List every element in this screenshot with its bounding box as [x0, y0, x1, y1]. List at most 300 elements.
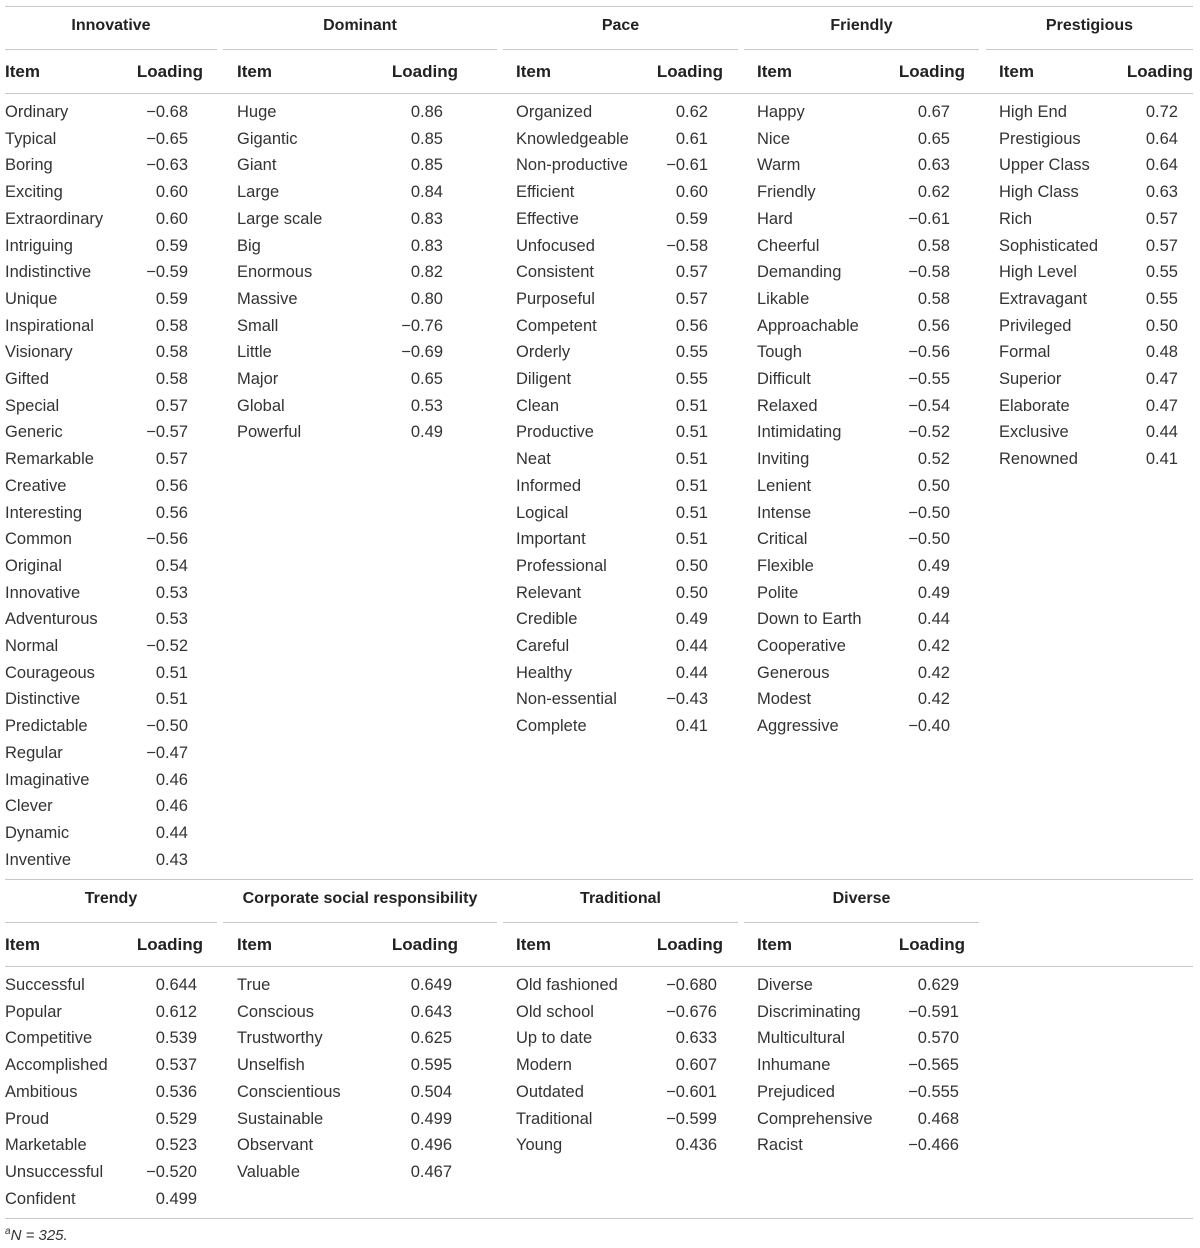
category-heading: Innovative: [71, 17, 151, 34]
item-cell: Knowledgeable: [516, 129, 629, 148]
loading-cell: 0.56: [155, 476, 188, 495]
item-cell: Visionary: [5, 343, 73, 362]
item-cell: Interesting: [5, 503, 83, 522]
loading-cell: 0.65: [917, 129, 950, 148]
loading-cell: 0.85: [410, 156, 443, 175]
item-cell: Inventive: [5, 850, 72, 869]
loading-cell: 0.51: [675, 530, 708, 549]
loading-cell: 0.41: [1145, 450, 1178, 469]
item-cell: Boring: [5, 156, 53, 175]
loading-cell: 0.44: [675, 637, 708, 655]
item-cell: Distinctive: [5, 690, 81, 709]
loading-cell: −0.680: [666, 976, 717, 994]
loading-cell: 0.49: [917, 583, 950, 602]
item-cell: Aggressive: [757, 717, 839, 736]
item-cell: Superior: [999, 370, 1062, 388]
item-cell: Large: [237, 183, 280, 202]
item-cell: Difficult: [757, 370, 811, 388]
loading-cell: 0.56: [155, 503, 188, 522]
loading-cell: 0.53: [155, 610, 188, 629]
item-cell: Formal: [999, 343, 1051, 362]
loading-cell: 0.42: [917, 690, 950, 709]
item-cell: Consistent: [516, 263, 594, 282]
item-cell: Generous: [757, 663, 830, 682]
loading-cell: 0.529: [155, 1109, 197, 1128]
item-cell: Purposeful: [516, 289, 595, 308]
item-cell: Unique: [5, 289, 58, 308]
category-heading: Diverse: [832, 890, 891, 907]
item-cell: Gifted: [5, 370, 50, 388]
item-cell: Tough: [757, 343, 802, 362]
item-cell: Sophisticated: [999, 236, 1099, 255]
loading-cell: 0.50: [917, 476, 950, 495]
loading-cell: 0.55: [675, 343, 708, 362]
item-cell: Neat: [516, 450, 551, 469]
item-cell: Upper Class: [999, 156, 1090, 175]
item-cell: Diligent: [516, 370, 572, 388]
category-underline: [744, 922, 979, 923]
item-cell: Logical: [516, 503, 569, 522]
section-top-rule: [5, 6, 1193, 7]
category-heading: Corporate social responsibility: [242, 890, 478, 907]
loading-cell: 0.468: [917, 1109, 959, 1128]
item-cell: Ordinary: [5, 103, 69, 121]
item-cell: Effective: [516, 209, 579, 228]
loading-cell: −0.56: [146, 530, 188, 549]
loading-cell: 0.537: [155, 1056, 197, 1075]
loading-cell: 0.51: [675, 476, 708, 495]
loading-cell: 0.504: [410, 1082, 452, 1101]
loading-cell: −0.555: [908, 1082, 959, 1101]
item-cell: Enormous: [237, 263, 313, 282]
loading-cell: 0.48: [1145, 343, 1178, 362]
item-cell: Special: [5, 396, 60, 415]
loading-cell: 0.63: [1145, 183, 1178, 202]
loading-cell: 0.51: [675, 450, 708, 469]
item-cell: Outdated: [516, 1082, 584, 1101]
item-cell: Non-productive: [516, 156, 628, 175]
loading-cell: 0.58: [917, 289, 950, 308]
item-cell: Innovative: [5, 583, 81, 602]
item-cell: Common: [5, 530, 72, 549]
item-cell: Clever: [5, 797, 53, 816]
loading-cell: 0.58: [155, 370, 188, 388]
item-column-header: Item: [516, 935, 551, 954]
loading-cell: −0.40: [908, 717, 950, 736]
loading-cell: 0.57: [155, 396, 188, 415]
loading-cell: 0.65: [410, 370, 443, 388]
item-cell: Ambitious: [5, 1082, 78, 1101]
loading-cell: −0.61: [908, 209, 950, 228]
item-cell: Friendly: [757, 183, 816, 202]
loading-column-header: Loading: [1126, 62, 1193, 81]
item-cell: Young: [516, 1136, 563, 1155]
item-cell: Conscious: [237, 1002, 315, 1021]
loading-column-header: Loading: [656, 935, 723, 954]
item-cell: Lenient: [757, 476, 812, 495]
loading-cell: 0.82: [410, 263, 443, 282]
item-cell: Normal: [5, 637, 59, 655]
item-column-header: Item: [5, 935, 40, 954]
item-cell: Exciting: [5, 183, 63, 202]
item-cell: Relevant: [516, 583, 582, 602]
footnote: [5, 1226, 68, 1244]
loading-cell: 0.63: [917, 156, 950, 175]
category-underline: [223, 922, 497, 923]
item-cell: Unselfish: [237, 1056, 305, 1075]
loading-cell: 0.62: [675, 103, 708, 121]
category-underline: [223, 49, 497, 50]
loading-cell: 0.59: [675, 209, 708, 228]
loading-cell: 0.44: [155, 823, 188, 842]
category-heading: Pace: [601, 17, 640, 34]
loading-cell: 0.86: [410, 103, 443, 121]
loading-column-header: Loading: [656, 62, 723, 81]
item-cell: Intimidating: [757, 423, 842, 442]
loading-cell: 0.50: [675, 583, 708, 602]
loading-cell: −0.601: [666, 1082, 717, 1101]
category-heading: Dominant: [323, 17, 397, 34]
loading-cell: 0.60: [155, 209, 188, 228]
loading-cell: 0.649: [410, 976, 452, 994]
loading-cell: 0.595: [410, 1056, 452, 1075]
loading-cell: 0.46: [155, 797, 188, 816]
loading-column-header: Loading: [391, 935, 458, 954]
item-cell: Original: [5, 556, 62, 575]
item-cell: Diverse: [757, 976, 813, 994]
loading-cell: 0.49: [917, 556, 950, 575]
loading-cell: 0.54: [155, 556, 188, 575]
loading-cell: 0.58: [155, 316, 188, 335]
item-cell: Intense: [757, 503, 812, 522]
loading-cell: −0.65: [146, 129, 188, 148]
loading-cell: 0.612: [155, 1002, 197, 1021]
item-cell: Renowned: [999, 450, 1078, 469]
loading-cell: −0.59: [146, 263, 188, 282]
item-cell: Remarkable: [5, 450, 94, 469]
loading-cell: 0.629: [917, 976, 959, 994]
item-cell: Inspirational: [5, 316, 94, 335]
item-cell: Down to Earth: [757, 610, 862, 629]
item-cell: Healthy: [516, 663, 572, 682]
loading-cell: 0.44: [1145, 423, 1178, 442]
loading-cell: −0.69: [401, 343, 443, 362]
item-cell: Adventurous: [5, 610, 98, 629]
item-cell: Approachable: [757, 316, 859, 335]
loading-cell: 0.60: [155, 183, 188, 202]
item-cell: Happy: [757, 103, 805, 121]
loading-cell: 0.80: [410, 289, 443, 308]
loading-cell: 0.64: [1145, 156, 1178, 175]
loading-cell: 0.59: [155, 289, 188, 308]
item-cell: Popular: [5, 1002, 62, 1021]
category-heading: Friendly: [830, 17, 893, 34]
loading-cell: 0.50: [675, 556, 708, 575]
item-column-header: Item: [237, 935, 272, 954]
loading-cell: −0.599: [666, 1109, 717, 1128]
item-cell: Massive: [237, 289, 298, 308]
loading-cell: 0.83: [410, 236, 443, 255]
category-heading: Trendy: [84, 890, 138, 907]
loading-cell: 0.58: [155, 343, 188, 362]
item-cell: Rich: [999, 209, 1033, 228]
loading-cell: −0.55: [908, 370, 950, 388]
item-cell: Traditional: [516, 1109, 593, 1128]
table-bottom-rule: [5, 1218, 1193, 1219]
loading-cell: 0.42: [917, 663, 950, 682]
loading-cell: 0.67: [917, 103, 950, 121]
loading-cell: 0.59: [155, 236, 188, 255]
item-cell: High End: [999, 103, 1067, 121]
item-cell: Extravagant: [999, 289, 1088, 308]
loading-cell: 0.57: [675, 289, 708, 308]
loading-cell: 0.51: [155, 663, 188, 682]
item-cell: Racist: [757, 1136, 803, 1155]
loading-cell: −0.47: [146, 743, 188, 762]
item-cell: Major: [237, 370, 279, 388]
item-cell: Regular: [5, 743, 63, 762]
loading-cell: 0.570: [917, 1029, 959, 1048]
loading-cell: 0.83: [410, 209, 443, 228]
loading-cell: 0.55: [1145, 289, 1178, 308]
item-cell: Flexible: [757, 556, 814, 575]
loading-cell: 0.41: [675, 717, 708, 736]
item-cell: Modern: [516, 1056, 572, 1075]
item-cell: Confident: [5, 1189, 76, 1208]
item-cell: Hard: [757, 209, 793, 228]
item-cell: Dynamic: [5, 823, 70, 842]
loading-cell: 0.643: [410, 1002, 452, 1021]
item-cell: Non-essential: [516, 690, 617, 709]
item-cell: Old fashioned: [516, 976, 618, 994]
loading-cell: 0.44: [675, 663, 708, 682]
item-cell: Huge: [237, 103, 277, 121]
item-cell: Giant: [237, 156, 277, 175]
item-cell: Demanding: [757, 263, 842, 282]
loading-cell: −0.52: [146, 637, 188, 655]
item-cell: Extraordinary: [5, 209, 104, 228]
loading-cell: −0.57: [146, 423, 188, 442]
item-cell: Trustworthy: [237, 1029, 323, 1048]
loading-cell: −0.63: [146, 156, 188, 175]
item-cell: Informed: [516, 476, 582, 495]
loading-cell: 0.499: [155, 1189, 197, 1208]
item-cell: Conscientious: [237, 1082, 341, 1101]
loading-cell: 0.55: [1145, 263, 1178, 282]
loading-column-header: Loading: [898, 935, 965, 954]
loading-cell: 0.633: [675, 1029, 717, 1048]
category-underline: [503, 49, 738, 50]
loading-cell: −0.466: [908, 1136, 959, 1155]
item-cell: Exclusive: [999, 423, 1069, 442]
loading-cell: −0.54: [908, 396, 950, 415]
loading-cell: 0.496: [410, 1136, 452, 1155]
item-cell: Prestigious: [999, 129, 1081, 148]
loading-cell: 0.57: [1145, 236, 1178, 255]
item-cell: High Level: [999, 263, 1077, 282]
item-cell: Up to date: [516, 1029, 593, 1048]
category-underline: [503, 922, 738, 923]
item-cell: Efficient: [516, 183, 575, 202]
item-column-header: Item: [999, 62, 1034, 81]
loading-column-header: Loading: [136, 935, 203, 954]
item-cell: Unfocused: [516, 236, 595, 255]
loading-cell: 0.42: [917, 637, 950, 655]
item-column-header: Item: [757, 62, 792, 81]
loading-cell: 0.57: [1145, 209, 1178, 228]
item-cell: Complete: [516, 717, 587, 736]
item-cell: Typical: [5, 129, 57, 148]
loading-cell: 0.56: [917, 316, 950, 335]
item-cell: Elaborate: [999, 396, 1070, 415]
item-cell: Relaxed: [757, 396, 818, 415]
loading-cell: 0.51: [155, 690, 188, 709]
header-bottom-rule: [5, 93, 1193, 94]
loading-cell: 0.53: [155, 583, 188, 602]
loading-cell: −0.676: [666, 1002, 717, 1021]
item-column-header: Item: [516, 62, 551, 81]
item-cell: Unsuccessful: [5, 1162, 104, 1181]
loading-cell: 0.55: [675, 370, 708, 388]
item-cell: Creative: [5, 476, 67, 495]
loading-cell: −0.591: [908, 1002, 959, 1021]
loading-cell: 0.61: [675, 129, 708, 148]
loading-cell: 0.539: [155, 1029, 197, 1048]
item-cell: Orderly: [516, 343, 571, 362]
item-cell: Inhumane: [757, 1056, 831, 1075]
item-cell: Polite: [757, 583, 799, 602]
loading-cell: 0.57: [675, 263, 708, 282]
loading-cell: −0.52: [908, 423, 950, 442]
loading-cell: 0.51: [675, 503, 708, 522]
loading-cell: −0.58: [666, 236, 708, 255]
item-cell: High Class: [999, 183, 1079, 202]
loading-cell: 0.47: [1145, 396, 1178, 415]
loading-cell: 0.499: [410, 1109, 452, 1128]
loading-column-header: Loading: [898, 62, 965, 81]
loading-cell: 0.607: [675, 1056, 717, 1075]
loading-cell: −0.68: [146, 103, 188, 121]
loading-cell: −0.61: [666, 156, 708, 175]
loading-cell: 0.64: [1145, 129, 1178, 148]
item-cell: Large scale: [237, 209, 323, 228]
item-cell: Likable: [757, 289, 810, 308]
item-cell: Inviting: [757, 450, 810, 469]
item-cell: Gigantic: [237, 129, 298, 148]
item-cell: Careful: [516, 637, 570, 655]
loading-cell: 0.56: [675, 316, 708, 335]
loading-cell: −0.565: [908, 1056, 959, 1075]
item-cell: Discriminating: [757, 1002, 861, 1021]
loading-cell: 0.43: [155, 850, 188, 869]
item-column-header: Item: [237, 62, 272, 81]
loading-cell: −0.56: [908, 343, 950, 362]
item-column-header: Item: [757, 935, 792, 954]
item-cell: Little: [237, 343, 272, 362]
item-cell: Productive: [516, 423, 594, 442]
loading-cell: 0.84: [410, 183, 443, 202]
item-cell: Accomplished: [5, 1056, 108, 1075]
loading-cell: 0.44: [917, 610, 950, 629]
loading-cell: 0.51: [675, 396, 708, 415]
item-cell: Modest: [757, 690, 812, 709]
item-cell: Privileged: [999, 316, 1072, 335]
loading-cell: −0.50: [146, 717, 188, 736]
item-cell: Imaginative: [5, 770, 90, 789]
loading-column-header: Loading: [136, 62, 203, 81]
loading-cell: 0.436: [675, 1136, 717, 1155]
item-cell: Organized: [516, 103, 593, 121]
item-cell: Sustainable: [237, 1109, 324, 1128]
loading-cell: 0.85: [410, 129, 443, 148]
item-cell: Marketable: [5, 1136, 87, 1155]
item-cell: Competitive: [5, 1029, 93, 1048]
loading-cell: 0.49: [675, 610, 708, 629]
item-cell: Big: [237, 236, 261, 255]
footnote-text: N = 325.: [10, 1227, 68, 1244]
item-cell: Courageous: [5, 663, 95, 682]
item-cell: Old school: [516, 1002, 594, 1021]
loading-cell: 0.50: [1145, 316, 1178, 335]
item-cell: Clean: [516, 396, 560, 415]
header-bottom-rule: [5, 966, 1193, 967]
category-heading: Prestigious: [1045, 17, 1134, 34]
item-cell: Competent: [516, 316, 597, 335]
item-cell: Nice: [757, 129, 791, 148]
category-underline: [5, 922, 217, 923]
loading-cell: −0.58: [908, 263, 950, 282]
item-cell: Comprehensive: [757, 1109, 873, 1128]
loading-cell: 0.644: [155, 976, 197, 994]
loading-cell: 0.625: [410, 1029, 452, 1048]
footnote-marker: a: [5, 1226, 11, 1237]
loading-cell: 0.60: [675, 183, 708, 202]
item-cell: Generic: [5, 423, 63, 442]
item-cell: Professional: [516, 556, 607, 575]
loading-cell: 0.467: [410, 1162, 452, 1181]
loading-cell: 0.57: [155, 450, 188, 469]
loading-cell: 0.46: [155, 770, 188, 789]
item-cell: Important: [516, 530, 586, 549]
loading-cell: 0.51: [675, 423, 708, 442]
item-cell: Observant: [237, 1136, 314, 1155]
loading-cell: 0.523: [155, 1136, 197, 1155]
item-cell: Successful: [5, 976, 85, 994]
item-cell: Warm: [757, 156, 801, 175]
item-cell: Prejudiced: [757, 1082, 835, 1101]
category-underline: [5, 49, 217, 50]
section-top-rule: [5, 879, 1193, 880]
item-cell: Cooperative: [757, 637, 846, 655]
loading-cell: −0.520: [146, 1162, 197, 1181]
item-cell: Multicultural: [757, 1029, 846, 1048]
category-underline: [744, 49, 979, 50]
item-cell: Cheerful: [757, 236, 820, 255]
item-column-header: Item: [5, 62, 40, 81]
loading-cell: −0.43: [666, 690, 708, 709]
item-cell: Powerful: [237, 423, 302, 442]
loading-cell: 0.47: [1145, 370, 1178, 388]
category-underline: [986, 49, 1193, 50]
loading-column-header: Loading: [391, 62, 458, 81]
category-heading: Traditional: [580, 890, 661, 907]
loading-cell: 0.52: [917, 450, 950, 469]
loading-cell: 0.536: [155, 1082, 197, 1101]
item-cell: Intriguing: [5, 236, 73, 255]
item-cell: Small: [237, 316, 279, 335]
item-cell: Critical: [757, 530, 808, 549]
loading-cell: −0.50: [908, 503, 950, 522]
